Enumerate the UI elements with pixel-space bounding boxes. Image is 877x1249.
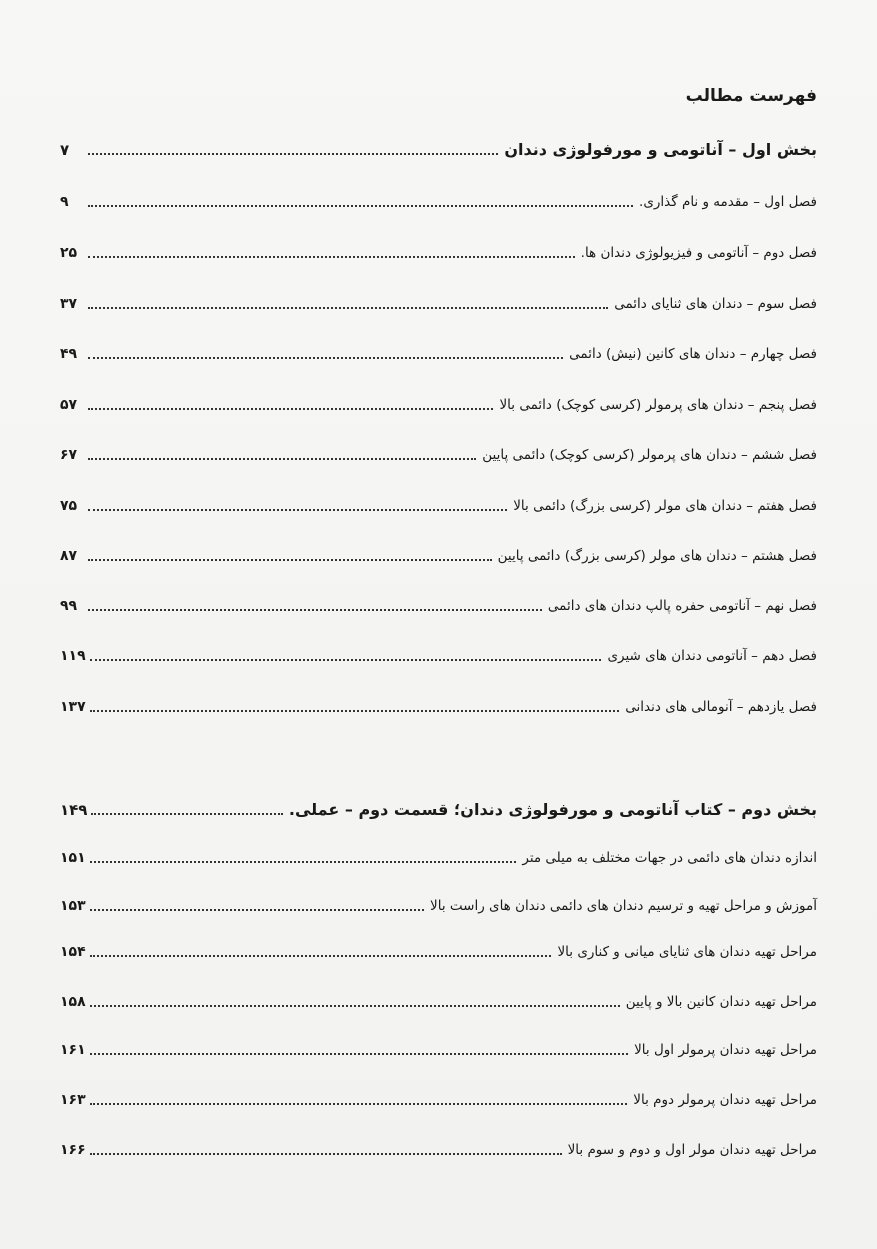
toc-entry xyxy=(60,284,817,314)
entry-title: فصل دهم – آناتومی دندان های شیری xyxy=(607,648,817,664)
toc-entry xyxy=(60,435,817,465)
page-number: ۱۴۹ xyxy=(60,801,88,819)
toc-entry xyxy=(60,586,817,616)
section-title: بخش دوم – کتاب آناتومی و مورفولوژی دندان؛ قسمت دوم – عملی. xyxy=(288,800,817,819)
page-number: ۴۹ xyxy=(60,346,78,362)
dot-leader xyxy=(90,1103,628,1105)
toc-entry xyxy=(60,636,817,666)
page-number: ۱۶۳ xyxy=(60,1092,86,1108)
page-number: ۶۷ xyxy=(60,447,78,463)
dot-leader xyxy=(88,509,507,511)
toc-entry xyxy=(60,182,817,212)
entry-title: فصل یازدهم – آنومالی های دندانی xyxy=(625,699,817,715)
entry-title: فصل پنجم – دندان های پرمولر (کرسی کوچک) دائمی بالا xyxy=(499,397,817,413)
toc-entry xyxy=(60,385,817,415)
page-number: ۱۱۹ xyxy=(60,648,86,664)
dot-leader xyxy=(90,1005,620,1007)
toc-entry xyxy=(60,486,817,516)
page-number: ۹ xyxy=(60,194,69,210)
page-number: ۵۷ xyxy=(60,397,78,413)
dot-leader xyxy=(88,153,498,155)
page-number: ۷۵ xyxy=(60,498,78,514)
entry-title: فصل دوم – آناتومی و فیزیولوژی دندان ها. xyxy=(580,245,817,261)
toc-section-2 xyxy=(60,790,817,820)
toc-entry xyxy=(60,536,817,566)
page-number: ۱۳۷ xyxy=(60,699,86,715)
toc-entry xyxy=(60,932,817,962)
page-number: ۱۶۱ xyxy=(60,1042,86,1058)
toc-section-1 xyxy=(60,130,817,160)
entry-title: مراحل تهیه دندان پرمولر اول بالا xyxy=(634,1042,817,1058)
dot-leader xyxy=(88,307,608,309)
toc-title: فهرست مطالب xyxy=(685,86,817,106)
toc-entry xyxy=(60,233,817,263)
page-number: ۱۵۱ xyxy=(60,850,86,866)
dot-leader xyxy=(90,1053,628,1055)
page-number: ۱۶۶ xyxy=(60,1142,86,1158)
entry-title: فصل هشتم – دندان های مولر (کرسی بزرگ) دائمی پایین xyxy=(497,548,817,564)
entry-title: آموزش و مراحل تهیه و ترسیم دندان های دائمی دندان های راست بالا xyxy=(430,898,817,914)
page-number: ۱۵۴ xyxy=(60,944,86,960)
dot-leader xyxy=(91,813,282,815)
page-number: ۷ xyxy=(60,141,70,159)
toc-entry xyxy=(60,838,817,868)
page-number: ۳۷ xyxy=(60,296,78,312)
section-title: بخش اول – آناتومی و مورفولوژی دندان xyxy=(504,140,817,159)
toc-entry xyxy=(60,1030,817,1060)
toc-entry xyxy=(60,687,817,717)
entry-title: فصل چهارم – دندان های کانین (نیش) دائمی xyxy=(569,346,817,362)
page-number: ۲۵ xyxy=(60,245,78,261)
entry-title: فصل سوم – دندان های ثنایای دائمی xyxy=(614,296,817,312)
entry-title: فصل ششم – دندان های پرمولر (کرسی کوچک) دائمی پایین xyxy=(482,447,817,463)
dot-leader xyxy=(88,559,492,561)
entry-title: فصل نهم – آناتومی حفره پالپ دندان های دائمی xyxy=(547,598,817,614)
toc-entry xyxy=(60,1130,817,1160)
page-number: ۹۹ xyxy=(60,598,78,614)
toc-entry xyxy=(60,886,817,916)
entry-title: مراحل تهیه دندان پرمولر دوم بالا xyxy=(633,1092,817,1108)
dot-leader xyxy=(88,357,563,359)
page-number: ۸۷ xyxy=(60,548,78,564)
dot-leader xyxy=(88,256,575,258)
entry-title: مراحل تهیه دندان های ثنایای میانی و کناری بالا xyxy=(557,944,817,960)
dot-leader xyxy=(90,710,620,712)
dot-leader xyxy=(88,205,633,207)
dot-leader xyxy=(88,408,493,410)
toc-entry xyxy=(60,334,817,364)
entry-title: مراحل تهیه دندان مولر اول و دوم و سوم بالا xyxy=(567,1142,817,1158)
page-number: ۱۵۳ xyxy=(60,898,86,914)
entry-title: مراحل تهیه دندان کانین بالا و پایین xyxy=(625,994,817,1010)
entry-title: اندازه دندان های دائمی در جهات مختلف به میلی متر xyxy=(522,850,817,866)
dot-leader xyxy=(90,861,517,863)
toc-entry xyxy=(60,1080,817,1110)
dot-leader xyxy=(88,609,542,611)
entry-title: فصل هفتم – دندان های مولر (کرسی بزرگ) دائمی بالا xyxy=(513,498,817,514)
toc-entry xyxy=(60,982,817,1012)
dot-leader xyxy=(90,955,552,957)
entry-title: فصل اول – مقدمه و نام گذاری. xyxy=(639,194,817,210)
dot-leader xyxy=(90,1153,562,1155)
dot-leader xyxy=(90,909,424,911)
dot-leader xyxy=(88,458,476,460)
dot-leader xyxy=(90,659,602,661)
page-number: ۱۵۸ xyxy=(60,994,86,1010)
